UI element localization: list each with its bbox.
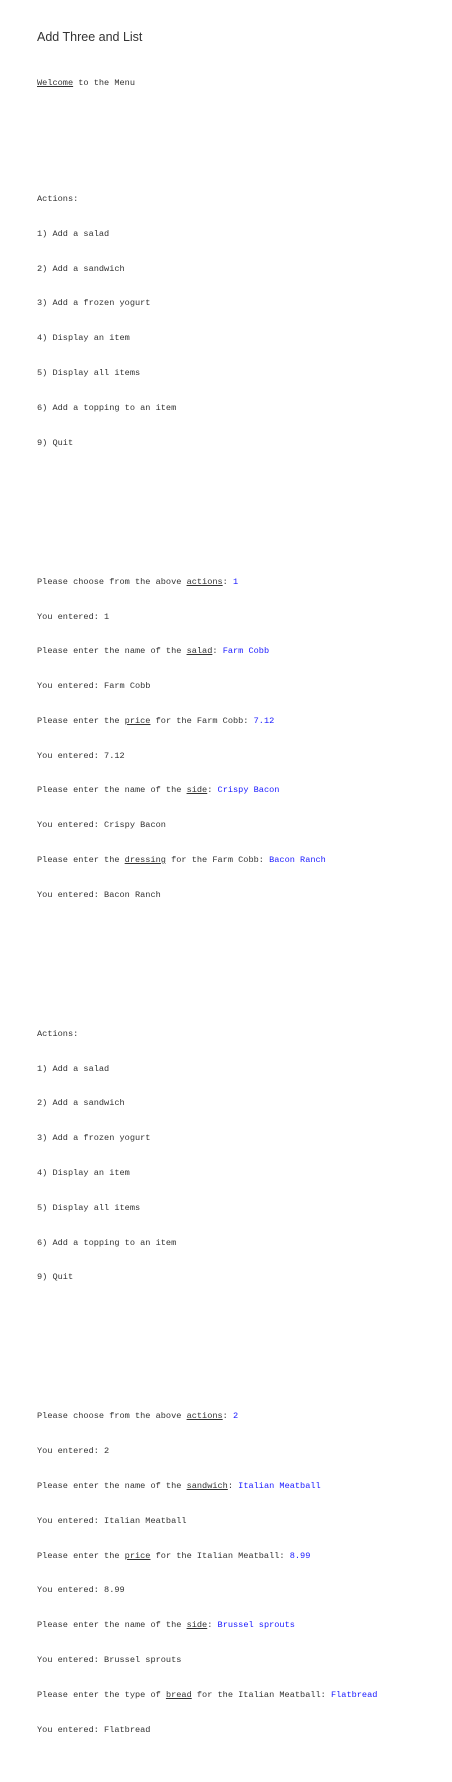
user-input: 2 (233, 1411, 239, 1422)
echo-line: You entered: 2 (37, 1446, 110, 1457)
prompt-keyword: price (124, 1550, 151, 1561)
user-input: Brussel sprouts (217, 1620, 295, 1631)
echo-line: You entered: Crispy Bacon (37, 820, 166, 831)
echo-line: You entered: 1 (37, 611, 110, 622)
prompt-keyword: actions (186, 576, 223, 587)
menu-item: 2) Add a sandwich (37, 263, 125, 274)
prompt-text: : (222, 1411, 233, 1422)
menu-item: 1) Add a salad (37, 228, 110, 239)
blank-line (37, 113, 452, 125)
prompt-keyword: dressing (124, 854, 166, 865)
session-1 (37, 554, 452, 925)
prompt-line (37, 1690, 452, 1702)
prompt-line (37, 1620, 452, 1632)
prompt-text: Please choose from the above (37, 576, 187, 587)
prompt-keyword: sandwich (186, 1481, 228, 1492)
page-title: Add Three and List (37, 30, 143, 44)
prompt-line (37, 1551, 452, 1563)
prompt-line (37, 577, 452, 589)
prompt-text: Please enter the name of the (37, 785, 187, 796)
user-input: Crispy Bacon (217, 785, 280, 796)
prompt-text: Please enter the name of the (37, 1481, 187, 1492)
prompt-text: : (207, 1620, 218, 1631)
menu-item: 4) Display an item (37, 1168, 130, 1178)
user-input: Bacon Ranch (269, 854, 326, 865)
welcome-line (37, 78, 452, 90)
echo-line: You entered: Bacon Ranch (37, 889, 161, 900)
blank-line (37, 496, 452, 508)
echo-line: You entered: Italian Meatball (37, 1515, 187, 1526)
prompt-line (37, 785, 452, 797)
menu-item: 1) Add a salad (37, 1063, 110, 1074)
prompt-text: Please enter the (37, 854, 125, 865)
prompt-text: Please enter the type of (37, 1689, 166, 1700)
menu-block-1 (37, 171, 452, 472)
echo-line: You entered: 8.99 (37, 1585, 125, 1596)
user-input: 7.12 (253, 715, 275, 726)
prompt-text: Please enter the name of the (37, 646, 187, 657)
prompt-text: for the Italian Meatball: (191, 1689, 331, 1700)
prompt-keyword: actions (186, 1411, 223, 1422)
prompt-line (37, 855, 452, 867)
prompt-text: : (207, 785, 218, 796)
session-2 (37, 1388, 452, 1759)
menu-item: 6) Add a topping to an item (37, 402, 177, 413)
menu-item: 3) Add a frozen yogurt (37, 298, 151, 309)
menu-header: Actions: (37, 194, 79, 205)
prompt-text: Please enter the (37, 1550, 125, 1561)
prompt-text: : (222, 576, 233, 587)
prompt-text: Please enter the (37, 715, 125, 726)
prompt-text: Please choose from the above (37, 1411, 187, 1422)
prompt-text: : (227, 1481, 239, 1492)
menu-header: Actions: (37, 1028, 79, 1039)
welcome-rest: to the Menu (73, 78, 135, 89)
menu-item: 9) Quit (37, 1272, 74, 1283)
user-input: Italian Meatball (238, 1481, 321, 1492)
prompt-keyword: salad (186, 646, 213, 657)
prompt-text: for the Italian Meatball: (150, 1550, 290, 1561)
menu-item: 2) Add a sandwich (37, 1098, 125, 1109)
prompt-line (37, 716, 452, 728)
menu-item: 6) Add a topping to an item (37, 1237, 177, 1248)
echo-line: You entered: Brussel sprouts (37, 1654, 182, 1665)
blank-line (37, 948, 452, 960)
menu-item: 9) Quit (37, 437, 74, 448)
menu-item: 5) Display all items (37, 368, 141, 379)
prompt-text: for the Farm Cobb: (150, 715, 254, 726)
prompt-keyword: bread (165, 1689, 192, 1700)
menu-item: 5) Display all items (37, 1202, 141, 1213)
prompt-line (37, 1411, 452, 1423)
console-output (37, 55, 452, 1782)
echo-line: You entered: 7.12 (37, 750, 125, 761)
menu-item: 4) Display an item (37, 333, 130, 344)
blank-line (37, 1330, 452, 1342)
user-input: 1 (233, 576, 239, 587)
echo-line: You entered: Farm Cobb (37, 681, 151, 692)
echo-line: You entered: Flatbread (37, 1724, 151, 1735)
welcome-word: Welcome (37, 78, 74, 89)
prompt-keyword: side (186, 785, 208, 796)
user-input: Farm Cobb (222, 646, 270, 657)
prompt-line (37, 1481, 452, 1493)
prompt-keyword: side (186, 1620, 208, 1631)
prompt-keyword: price (124, 715, 151, 726)
menu-block-2 (37, 1006, 452, 1307)
prompt-text: for the Farm Cobb: (165, 854, 270, 865)
prompt-text: : (212, 646, 223, 657)
menu-item: 3) Add a frozen yogurt (37, 1133, 151, 1144)
prompt-text: Please enter the name of the (37, 1620, 187, 1631)
prompt-line (37, 646, 452, 658)
user-input: Flatbread (330, 1689, 378, 1700)
user-input: 8.99 (289, 1550, 311, 1561)
